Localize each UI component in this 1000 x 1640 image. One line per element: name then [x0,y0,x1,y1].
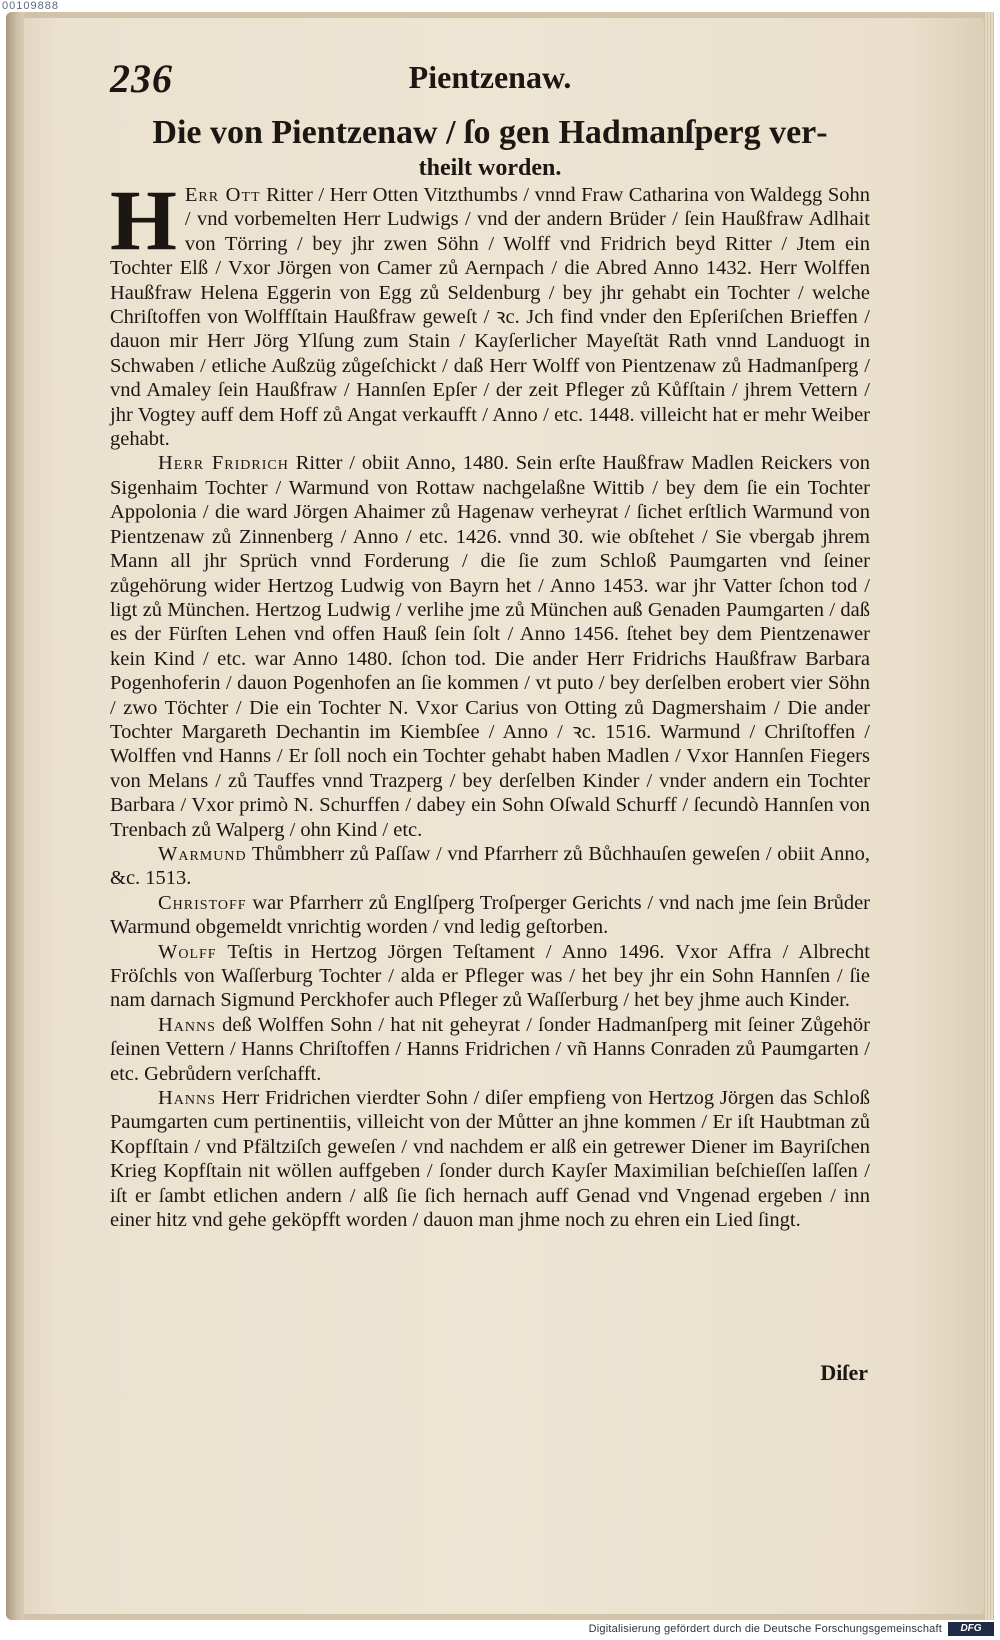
paragraph-text: Teſtis in Hertzog Jörgen Teſtament / Anno 1496. Vxor Affra / Albrecht Fröſchls von Waſſerburg Tochter / alda er Pfleger was / het bey jhr ein Sohn Hannſen / ſie nam darnach Sigmund Perckhofer auch Pfleger zů Waſſerburg / het bey jhme auch Kinder. [110,940,870,1012]
paragraph-text: Thůmbherr zů Paſſaw / vnd Pfarrherr zů Bůchhauſen geweſen / obiit Anno, &c. 1513. [110,842,870,890]
paragraph-lead: Hanns [158,1013,216,1036]
paragraph [110,1013,870,1086]
paragraph [110,451,870,842]
page-number: 236 [110,56,173,101]
chapter-title [110,113,870,183]
running-head: Pientzenaw. [408,59,572,95]
chapter-title-line-1: Die von Pientzenaw / ſo gen Hadmanſperg ver‑ [152,114,828,151]
dfg-logo: DFG [948,1622,994,1636]
paragraph-lead: Wolff [158,940,217,963]
paragraph-lead: Err Ott [184,184,261,206]
paragraph-text: war Pfarrherr zů Englſperg Troſperger Gerichts / vnd nach jme ſein Brůder Warmund obgemeldt vnrichtig worden / vnd ledig geſtorben. [110,891,870,939]
paragraph-lead: Warmund [158,842,247,865]
page-edge [984,12,994,1620]
paragraph [110,940,870,1013]
book-spine [6,12,24,1620]
paragraph [110,891,870,940]
footer-credit: Digitalisierung gefördert durch die Deutsche Forschungsgemeinschaft [588,1623,942,1635]
chapter-title-line-2: theilt worden. [418,155,562,181]
paragraph-lead: Hanns [158,1087,216,1110]
paragraph-lead: Christoff [158,891,247,914]
paragraph [110,842,870,891]
paragraph-lead: Herr Fridrich [158,452,289,475]
paragraph-text: Ritter / Herr Otten Vitzthumbs / vnnd Fraw Catharina von Waldegg Sohn / vnd vorbemelten Herr Ludwigs / vnd der andern Brüder / ſein Haußfraw Adlhait von Törring / bey jhr zwen Söhn / Wolff vnd Fridrich beyd Ritter / Jtem ein Tochter Elß / Vxor Jörgen von Camer zů Aernpach / die Abred Anno 1432. Herr Wolffen Haußfraw Helena Eggerin von Egg zů Seldenburg / bey jhr gehabt ein Tochter / welche Chriſtoffen von Wolffſtain Haußfraw geweſt / ꝛc. Jch find vnder den Epſeriſchen Brieffen / dauon mir Herr Jörg Ylſung zum Stain / Kayſerlicher Mayeſtät Rath vnnd Landuogt in Schwaben / etliche Außzüg zůgeſchickt / daß Herr Wolff von Pientzenaw zů Hadmanſperg / vnd Amaley ſein Haußfraw / Hannſen Epſer / der zeit Pfleger zů Kůfſtain / jhrem Vettern / jhr Vogtey auff dem Hoff zů Angat verkaufft / Anno / etc. 1448. villeicht hat er mehr Weiber gehabt. [110,184,870,451]
paragraph [110,172,870,451]
scan-id: 00109888 [2,0,59,12]
paragraph-text: Ritter / obiit Anno, 1480. Sein erſte Haußfraw Madlen Reickers von Sigenhaim Tochter / Warmund von Rottaw nachgelaßne Wittib / bey dem ſie ein Tochter Appolonia / die ward Jörgen Ahaimer zů Hagenaw verheyrat / ſichet erſtlich Warmund von Pientzenaw zů Zinnenberg / Anno / etc. 1426. vnnd 30. wie obſtehet / Sie vbergab jhrem Mann all jhr Sprüch vnnd Forderung / die ſie zum Schloß Paumgarten vnd ſeiner zůgehörung wider Hertzog Ludwig von Bayrn het / Anno 1453. war jhr Vatter ſchon tod / ligt zů München. Hertzog Ludwig / verlihe jme zů München auß Genaden Paumgarten / daß es der Fürſten Lehen vnd offen Hauß ſein ſolt / Anno 1456. ſtehet bey dem Pientzenawer kein Kind / etc. war Anno 1480. ſchon tod. Die ander Herr Fridrichs Haußfraw Barbara Pogenhoferin / dauon Pogenhofen an ſie kommen / vt puto / bey derſelben erobert vier Söhn / zwo Töchter / Die ein Tochter N. Vxor Carius von Otting zů Dagmershaim / Die ander Tochter Margareth Dechantin im Kiembſee / Anno / ꝛc. 1516. Warmund / Chriſtoffen / Wolffen vnd Hanns / Er ſoll noch ein Tochter gehabt haben Madlen / Vxor Hannſen Fiegers von Melans / zů Tauffes vnnd Trazperg / bey derſelben Kinder / vnder andern ein Tochter Barbara / Vxor primò N. Schurffen / dabey ein Sohn Oſwald Schurff / ſecundò Hannſen von Trenbach zů Walperg / ohn Kind / etc. [110,452,870,841]
paragraph-text: Herr Fridrichen vierdter Sohn / diſer empfieng von Hertzog Jörgen das Schloß Paumgarten cum pertinentiis, villeicht von der Můtter an jhne kommen / Er iſt Haubtman zů Kopfſtain / vnd Pfältziſch geweſen / vnd nachdem er alß ein getrewer Diener im Bayriſchen Krieg Kopfſtain nit wöllen auffgeben / ſonder durch Kayſer Maximilian beſchieſſen laſſen / iſt er ſambt etlichen andern / alß ſie ſich hernach auff Genad vnd Vngenad ergeben / inn einer hitz vnd gehe geköpfft worden / dauon man jhme noch zu ehren ein Lied ſingt. [110,1087,870,1232]
paragraph-text: deß Wolffen Sohn / hat nit geheyrat / ſonder Hadmanſperg mit ſeiner Zůgehör ſeinen Vettern / Hanns Chriſtoffen / Hanns Fridrichen / vñ Hanns Conraden zů Paumgarten / etc. Gebrůdern verſchafft. [110,1013,870,1085]
catchword: Diſer [820,1360,868,1385]
body-text [110,172,870,1232]
paragraph [110,1086,870,1232]
drop-cap: H [110,172,177,268]
